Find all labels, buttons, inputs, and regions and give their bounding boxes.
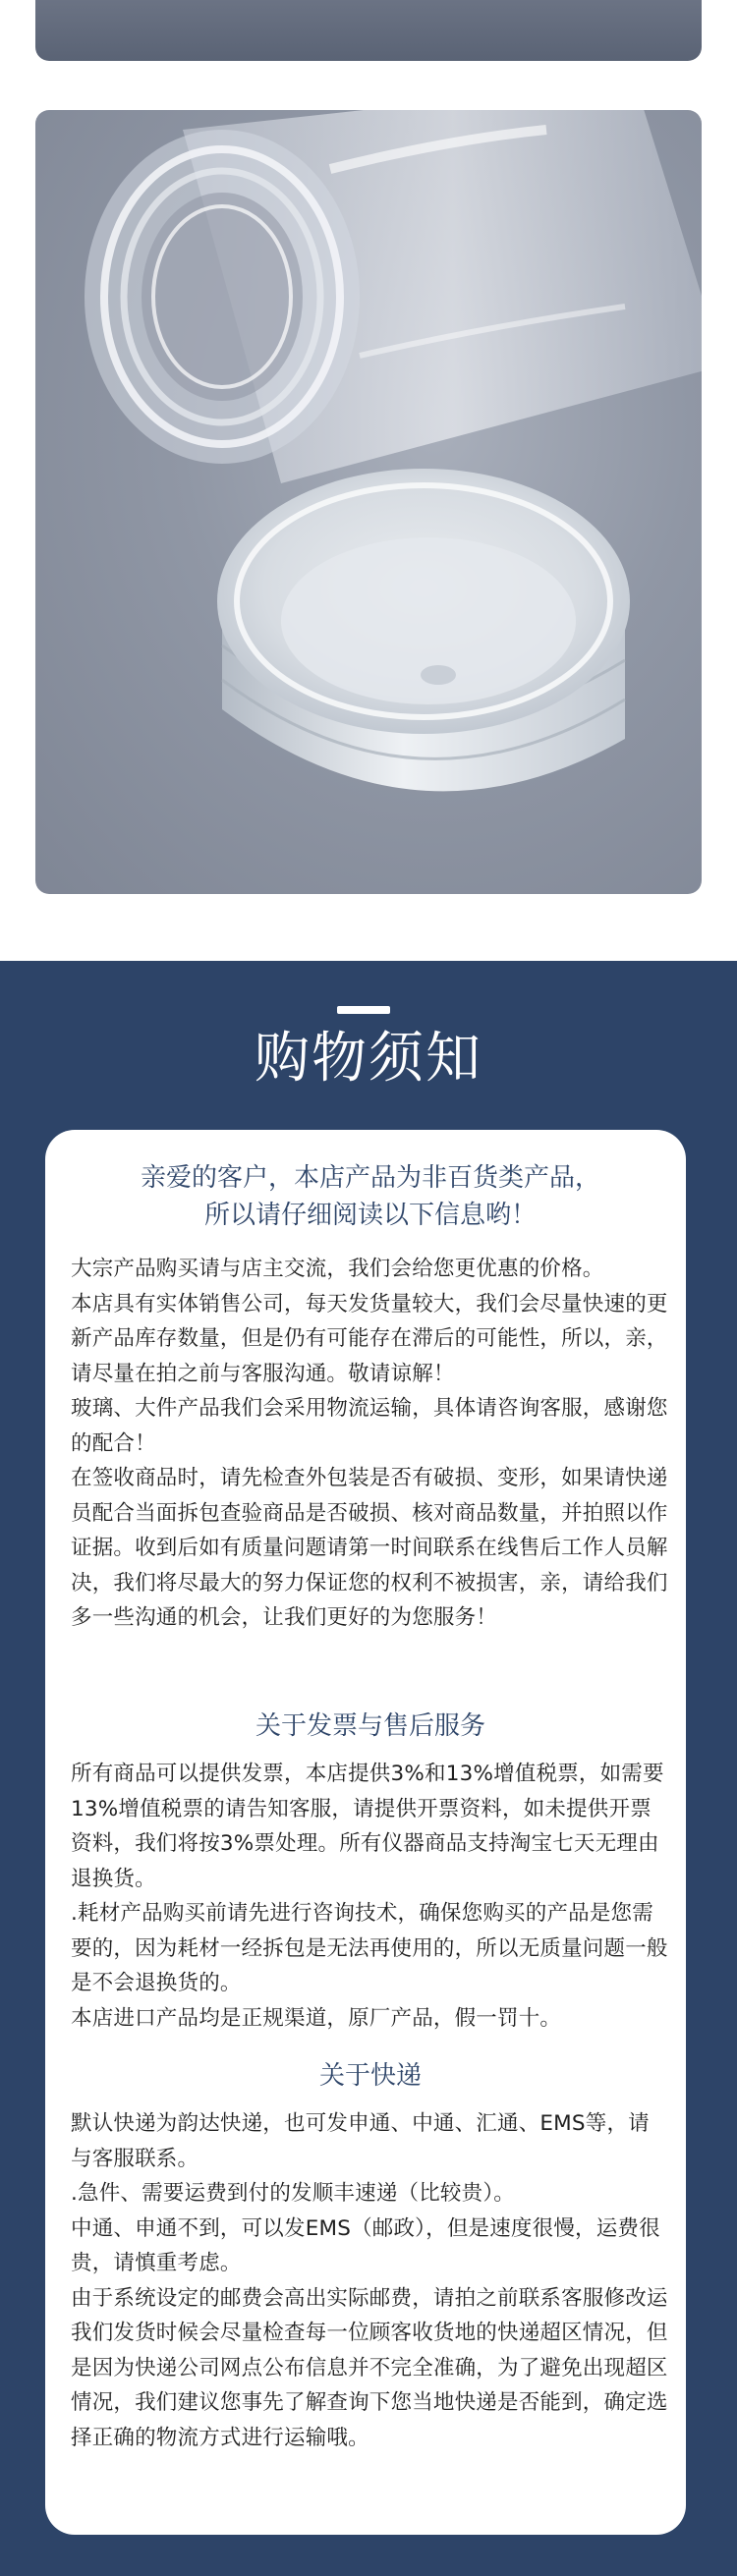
express-paragraph: 我们发货时候会尽量检查每一位顾客收货地的快递超区情况，但是因为快递公司网点公布信息并不完全准确，为了避免出现超区情况，我们建议您事先了解查询下您当地快递是否能到，确定选择正确的物流方式进行运输哦。 — [71, 2321, 668, 2450]
product-photo — [35, 110, 702, 894]
invoice-heading: 关于发票与售后服务 — [255, 1711, 485, 1741]
title-accent-bar — [337, 1006, 390, 1014]
express-paragraph: 中通、申通不到，可以发EMS（邮政），但是速度很慢，运费很贵，请慎重考虑。 — [71, 2215, 660, 2275]
invoice-paragraph: 本店进口产品均是正规渠道，原厂产品，假一罚十。 — [71, 2005, 562, 2031]
notice-paragraphs — [71, 1252, 670, 1636]
notice-paragraph: 在签收商品时，请先检查外包装是否有破损、变形，如果请快递员配合当面拆包查验商品是否破损、核对商品数量，并拍照以作证据。收到后如有质量问题请第一时间联系在线售后工作人员解决，我们将尽最大的努力保证您的权利不被损害，亲，请给我们多一些沟通的机会，让我们更好的为您服务！ — [71, 1466, 668, 1630]
notice-paragraph: 玻璃、大件产品我们会采用物流运输，具体请咨询客服，感谢您的配合！ — [71, 1396, 668, 1456]
invoice-paragraph: 所有商品可以提供发票，本店提供3%和13%增值税票，如需要13%增值税票的请告知客服，请提供开票资料，如未提供开票资料，我们将按3%票处理。所有仪器商品支持淘宝七天无理由退换货。 — [71, 1762, 664, 1891]
express-paragraph: 默认快递为韵达快递，也可发申通、中通、汇通、EMS等，请与客服联系。 — [71, 2111, 650, 2171]
page-title: 购物须知 — [255, 1027, 482, 1091]
notice-paragraph: 大宗产品购买请与店主交流，我们会给您更优惠的价格。 — [71, 1257, 604, 1281]
express-paragraph: .急件、需要运费到付的发顺丰速递（比较贵）。 — [71, 2181, 515, 2206]
greeting-line-2: 所以请仔细阅读以下信息哟！ — [203, 1201, 537, 1230]
top-product-photo-edge — [35, 0, 702, 61]
invoice-paragraphs — [71, 1757, 670, 2036]
notice-paragraph: 本店具有实体销售公司，每天发货量较大，我们会尽量快速的更新产品库存数量，但是仍有可能存在滞后的可能性，所以，亲，请尽量在拍之前与客服沟通。敬请谅解！ — [71, 1291, 668, 1386]
invoice-heading-wrap — [71, 1708, 670, 1745]
invoice-paragraph: .耗材产品购买前请先进行咨询技术，确保您购买的产品是您需要的，因为耗材一经拆包是无法再使用的，所以无质量问题一般是不会退换货的。 — [71, 1901, 668, 1995]
greeting-line-1: 亲爱的客户，本店产品为非百货类产品， — [140, 1163, 600, 1193]
express-paragraphs — [71, 2106, 670, 2455]
express-heading: 关于快递 — [318, 2061, 422, 2091]
express-paragraph: 由于系统设定的邮费会高出实际邮费，请拍之前联系客服修改运 — [71, 2285, 668, 2311]
bottle-and-cap-illustration — [35, 110, 702, 894]
notice-card — [45, 1130, 686, 2535]
express-heading-wrap — [71, 2057, 670, 2095]
greeting-heading — [71, 1159, 670, 1234]
